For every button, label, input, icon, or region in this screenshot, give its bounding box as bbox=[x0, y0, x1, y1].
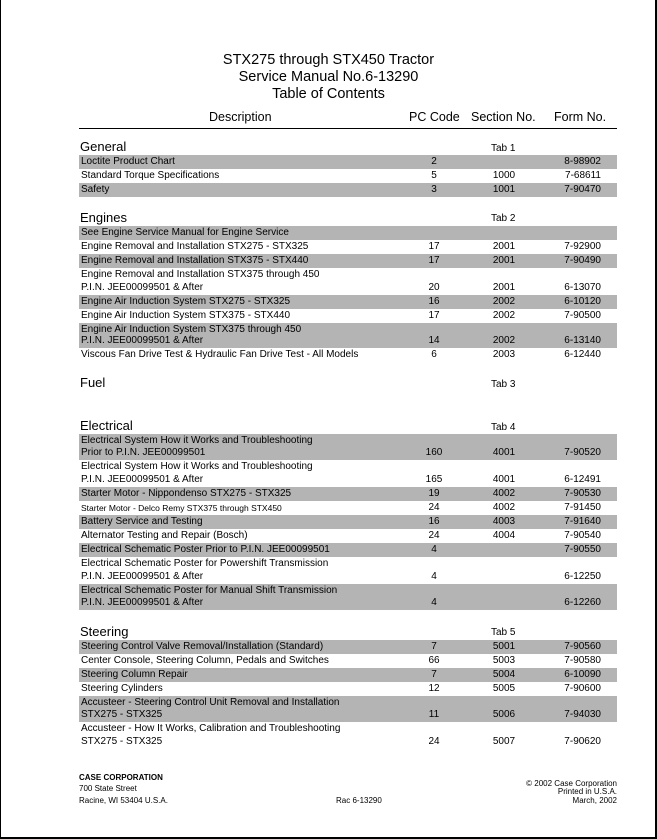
row-description: Accusteer - How It Works, Calibration and Troubleshooting bbox=[81, 723, 341, 734]
row-pc-code: 17 bbox=[428, 310, 440, 321]
row-description: Engine Air Induction System STX375 through 450 bbox=[81, 324, 302, 335]
document-title bbox=[0, 52, 657, 103]
footer-manual-code: Rac 6-13290 bbox=[336, 796, 382, 805]
table-row bbox=[79, 434, 617, 460]
row-pc-code: 11 bbox=[428, 709, 440, 720]
row-form-no: 7-92900 bbox=[564, 241, 601, 252]
table-row bbox=[79, 557, 617, 584]
row-section-no: 2001 bbox=[492, 241, 516, 252]
section-heading-engines: Engines bbox=[80, 210, 127, 225]
row-pc-code: 24 bbox=[428, 736, 440, 747]
table-row bbox=[79, 309, 617, 323]
row-pc-code: 17 bbox=[428, 241, 440, 252]
row-pc-code: 12 bbox=[428, 683, 440, 694]
row-description-line-2: P.I.N. JEE00099501 & After bbox=[81, 597, 204, 608]
row-section-no: 2003 bbox=[492, 349, 516, 360]
row-section-no: 1000 bbox=[492, 170, 516, 181]
row-pc-code: 4 bbox=[431, 544, 437, 555]
row-form-no: 7-90620 bbox=[564, 736, 601, 747]
row-form-no: 7-90600 bbox=[564, 683, 601, 694]
row-section-no: 2001 bbox=[492, 282, 516, 293]
title-line-2: Service Manual No.6-13290 bbox=[238, 69, 419, 85]
footer-company: CASE CORPORATION bbox=[79, 773, 163, 782]
section-heading-general: General bbox=[80, 139, 127, 154]
row-section-no: 5007 bbox=[492, 736, 516, 747]
row-form-no: 7-90470 bbox=[564, 184, 601, 195]
row-description: Electrical Schematic Poster Prior to P.I.N. JEE00099501 bbox=[81, 544, 330, 555]
row-form-no: 7-90540 bbox=[564, 530, 601, 541]
row-description: Starter Motor - Delco Remy STX375 through STX450 bbox=[81, 503, 282, 513]
row-section-no: 5006 bbox=[492, 709, 516, 720]
row-section-no: 4001 bbox=[492, 474, 516, 485]
table-row bbox=[79, 295, 617, 309]
row-description: Battery Service and Testing bbox=[81, 516, 203, 527]
table-row bbox=[79, 654, 617, 668]
row-form-no: 7-90550 bbox=[564, 544, 601, 555]
row-form-no: 7-90500 bbox=[564, 310, 601, 321]
section-tab-electrical: Tab 4 bbox=[491, 422, 516, 433]
section-heading-electrical: Electrical bbox=[80, 418, 133, 433]
footer-printed: Printed in U.S.A. bbox=[557, 787, 617, 796]
row-form-no: 6-12250 bbox=[564, 571, 601, 582]
row-pc-code: 20 bbox=[428, 282, 440, 293]
row-pc-code: 17 bbox=[428, 255, 440, 266]
section-tab-fuel: Tab 3 bbox=[491, 379, 516, 390]
table-row bbox=[79, 348, 617, 362]
row-form-no: 6-10120 bbox=[564, 296, 601, 307]
row-pc-code: 160 bbox=[425, 447, 443, 458]
table-row bbox=[79, 501, 617, 515]
section-tab-steering: Tab 5 bbox=[491, 627, 516, 638]
row-form-no: 6-12260 bbox=[564, 597, 601, 608]
table-row bbox=[79, 487, 617, 501]
row-description-line-2: Prior to P.I.N. JEE00099501 bbox=[81, 447, 206, 458]
row-pc-code: 14 bbox=[428, 335, 440, 346]
table-row bbox=[79, 169, 617, 183]
section-heading-steering: Steering bbox=[80, 624, 129, 639]
title-line-1: STX275 through STX450 Tractor bbox=[222, 52, 435, 68]
row-description-line-2: P.I.N. JEE00099501 & After bbox=[81, 474, 204, 485]
row-form-no: 7-68611 bbox=[565, 170, 601, 181]
title-line-3: Table of Contents bbox=[272, 86, 385, 102]
row-pc-code: 66 bbox=[428, 655, 440, 666]
row-description: See Engine Service Manual for Engine Service bbox=[81, 227, 289, 238]
row-description-line-2: P.I.N. JEE00099501 & After bbox=[81, 335, 204, 346]
row-pc-code: 24 bbox=[428, 530, 440, 541]
row-description: Accusteer - Steering Control Unit Removal and Installation bbox=[81, 697, 340, 708]
row-description: Viscous Fan Drive Test & Hydraulic Fan Drive Test - All Models bbox=[81, 349, 359, 360]
row-form-no: 7-91450 bbox=[564, 502, 601, 513]
row-section-no: 4003 bbox=[492, 516, 516, 527]
row-description: Electrical System How it Works and Troubleshooting bbox=[81, 461, 313, 472]
table-row bbox=[79, 323, 617, 348]
row-description: Standard Torque Specifications bbox=[81, 170, 220, 181]
row-section-no: 2002 bbox=[492, 310, 516, 321]
row-section-no: 2002 bbox=[492, 335, 516, 346]
section-tab-engines: Tab 2 bbox=[491, 213, 516, 224]
table-row bbox=[79, 460, 617, 487]
row-section-no: 5003 bbox=[492, 655, 516, 666]
row-section-no: 5005 bbox=[492, 683, 516, 694]
row-form-no: 6-10090 bbox=[564, 669, 601, 680]
table-row bbox=[79, 268, 617, 295]
row-pc-code: 5 bbox=[431, 170, 437, 181]
table-row bbox=[79, 584, 617, 610]
column-header-section-no: Section No. bbox=[471, 110, 536, 124]
row-description: Alternator Testing and Repair (Bosch) bbox=[81, 530, 248, 541]
row-form-no: 6-12440 bbox=[564, 349, 601, 360]
row-form-no: 7-90560 bbox=[564, 641, 601, 652]
table-row bbox=[79, 722, 617, 749]
footer-city: Racine, WI 53404 U.S.A. bbox=[79, 796, 168, 805]
row-section-no: 4002 bbox=[492, 488, 516, 499]
row-section-no: 1001 bbox=[492, 184, 516, 195]
header-rule bbox=[79, 128, 617, 129]
row-description: Engine Air Induction System STX375 - STX440 bbox=[81, 310, 290, 321]
row-description: Loctite Product Chart bbox=[81, 156, 175, 167]
row-form-no: 6-12491 bbox=[564, 474, 601, 485]
table-row bbox=[79, 254, 617, 268]
table-row bbox=[79, 515, 617, 529]
row-form-no: 7-91640 bbox=[564, 516, 601, 527]
row-form-no: 7-90530 bbox=[564, 488, 601, 499]
row-pc-code: 6 bbox=[431, 349, 437, 360]
row-description: Starter Motor - Nippondenso STX275 - STX325 bbox=[81, 488, 292, 499]
page-border-left bbox=[0, 0, 1, 839]
table-row bbox=[79, 240, 617, 254]
row-section-no: 2001 bbox=[492, 255, 516, 266]
row-pc-code: 4 bbox=[431, 571, 437, 582]
section-tab-general: Tab 1 bbox=[491, 143, 516, 154]
row-section-no: 5004 bbox=[492, 669, 516, 680]
row-form-no: 7-90580 bbox=[564, 655, 601, 666]
row-form-no: 6-13070 bbox=[564, 282, 601, 293]
row-pc-code: 7 bbox=[431, 641, 437, 652]
row-description: Engine Removal and Installation STX375 through 450 bbox=[81, 269, 320, 280]
row-description-line-2: P.I.N. JEE00099501 & After bbox=[81, 282, 204, 293]
row-description: Engine Removal and Installation STX275 - STX325 bbox=[81, 241, 309, 252]
row-description: Electrical System How it Works and Troubleshooting bbox=[81, 435, 313, 446]
table-row bbox=[79, 155, 617, 169]
row-pc-code: 7 bbox=[431, 669, 437, 680]
row-description: Center Console, Steering Column, Pedals and Switches bbox=[81, 655, 329, 666]
table-row bbox=[79, 640, 617, 654]
row-description-line-2: STX275 - STX325 bbox=[81, 736, 163, 747]
row-form-no: 7-90490 bbox=[564, 255, 601, 266]
row-pc-code: 16 bbox=[428, 516, 440, 527]
row-form-no: 7-90520 bbox=[564, 447, 601, 458]
row-section-no: 4002 bbox=[492, 502, 516, 513]
row-pc-code: 24 bbox=[428, 502, 440, 513]
table-row bbox=[79, 226, 617, 240]
row-form-no: 8-98902 bbox=[564, 156, 601, 167]
table-row bbox=[79, 529, 617, 543]
row-description: Steering Cylinders bbox=[81, 683, 163, 694]
footer-date: March, 2002 bbox=[572, 796, 617, 805]
row-description: Steering Control Valve Removal/Installation (Standard) bbox=[81, 641, 324, 652]
table-row bbox=[79, 183, 617, 197]
table-row bbox=[79, 682, 617, 696]
table-row bbox=[79, 543, 617, 557]
column-header-description: Description bbox=[209, 110, 272, 124]
row-section-no: 4004 bbox=[492, 530, 516, 541]
column-header-pc-code: PC Code bbox=[409, 110, 460, 124]
row-description: Engine Air Induction System STX275 - STX325 bbox=[81, 296, 290, 307]
footer-street: 700 State Street bbox=[79, 784, 137, 793]
table-row bbox=[79, 696, 617, 722]
row-section-no: 2002 bbox=[492, 296, 516, 307]
table-row bbox=[79, 668, 617, 682]
row-description: Safety bbox=[81, 184, 110, 195]
row-description-line-2: STX275 - STX325 bbox=[81, 709, 163, 720]
row-pc-code: 2 bbox=[431, 156, 437, 167]
row-description: Electrical Schematic Poster for Manual Shift Transmission bbox=[81, 585, 338, 596]
row-pc-code: 16 bbox=[428, 296, 440, 307]
row-section-no: 4001 bbox=[492, 447, 516, 458]
row-pc-code: 19 bbox=[428, 488, 440, 499]
column-header-form-no: Form No. bbox=[554, 110, 607, 124]
row-form-no: 6-13140 bbox=[564, 335, 601, 346]
row-description-line-2: P.I.N. JEE00099501 & After bbox=[81, 571, 204, 582]
row-description: Electrical Schematic Poster for Powershift Transmission bbox=[81, 558, 329, 569]
row-pc-code: 4 bbox=[431, 597, 437, 608]
row-pc-code: 3 bbox=[431, 184, 437, 195]
row-section-no: 5001 bbox=[492, 641, 516, 652]
row-pc-code: 165 bbox=[425, 474, 443, 485]
footer-copyright: © 2002 Case Corporation bbox=[526, 779, 617, 788]
section-heading-fuel: Fuel bbox=[80, 375, 106, 390]
row-description: Engine Removal and Installation STX375 - STX440 bbox=[81, 255, 309, 266]
row-form-no: 7-94030 bbox=[564, 709, 601, 720]
row-description: Steering Column Repair bbox=[81, 669, 188, 680]
